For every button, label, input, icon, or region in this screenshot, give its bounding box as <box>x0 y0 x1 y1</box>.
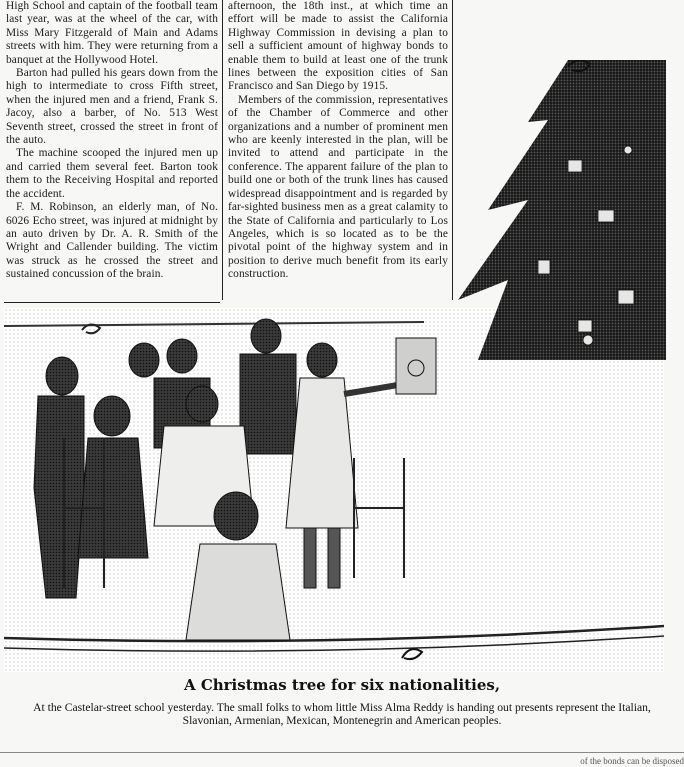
middle-column <box>228 0 448 282</box>
photo-caption-body: At the Castelar-street school yesterday. The small folks to whom little Miss Alma Reddy is handing out presents represent the Italian, Slavonian, Armenian, Mexican, Montenegrin and American peoples. <box>33 701 651 727</box>
column-rule <box>222 0 223 300</box>
left-column <box>6 0 218 282</box>
left-paragraph: Barton had pulled his gears down from the high to intermediate to cross Fifth street, when the injured men and a friend, Frank S. Jacoy, also a barber, of No. 513 West Seventh street, crossed the street in front of the auto. <box>6 67 218 147</box>
middle-paragraph: afternoon, the 18th inst., at which time an effort will be made to assist the California Highway Commission in devising a plan to sell a sufficient amount of highway bonds to enable them to build at least one of the trunk lines between the exposition cities of San Francisco and San Diego by 1915. <box>228 0 448 93</box>
photo-caption-title: A Christmas tree for six nationalities, <box>183 676 501 694</box>
christmas-tree <box>418 60 666 360</box>
left-paragraph: High School and captain of the football team last year, was at the wheel of the car, with Miss Mary Fitzgerald of Main and Adams streets with him. They were returning from a banquet at the Hollywood Hotel. <box>6 0 218 66</box>
christmas-tree-photo <box>4 308 664 672</box>
middle-paragraph: Members of the commission, representatives of the Chamber of Commerce and other organizations and a number of prominent men who are keenly interested in the plan, will be invited to attend and participate in the conference. The apparent failure of the plan to build one or both of the trunk lines has caused widespread disappointment and is regarded by far-sighted business men as a great calamity to the State of California and particularly to Los Angeles, which is so located as to be the pivotal point of the highway system and in position to derive much benefit from its early construction. <box>228 93 448 281</box>
left-paragraph: The machine scooped the injured men up and carried them several feet. Barton took them to the Receiving Hospital and reported the accident. <box>6 147 218 200</box>
left-paragraph: F. M. Robinson, an elderly man, of No. 6026 Echo street, was injured at midnight by an auto driven by Dr. A. R. Smith of the Wright and Callender building. The victim was struck as he crossed the street and sustained concussion of the brain. <box>6 201 218 281</box>
column-end-rule <box>4 302 220 303</box>
cut-off-text-fragment: of the bonds can be disposed <box>580 756 684 766</box>
bottom-rule <box>0 752 684 753</box>
